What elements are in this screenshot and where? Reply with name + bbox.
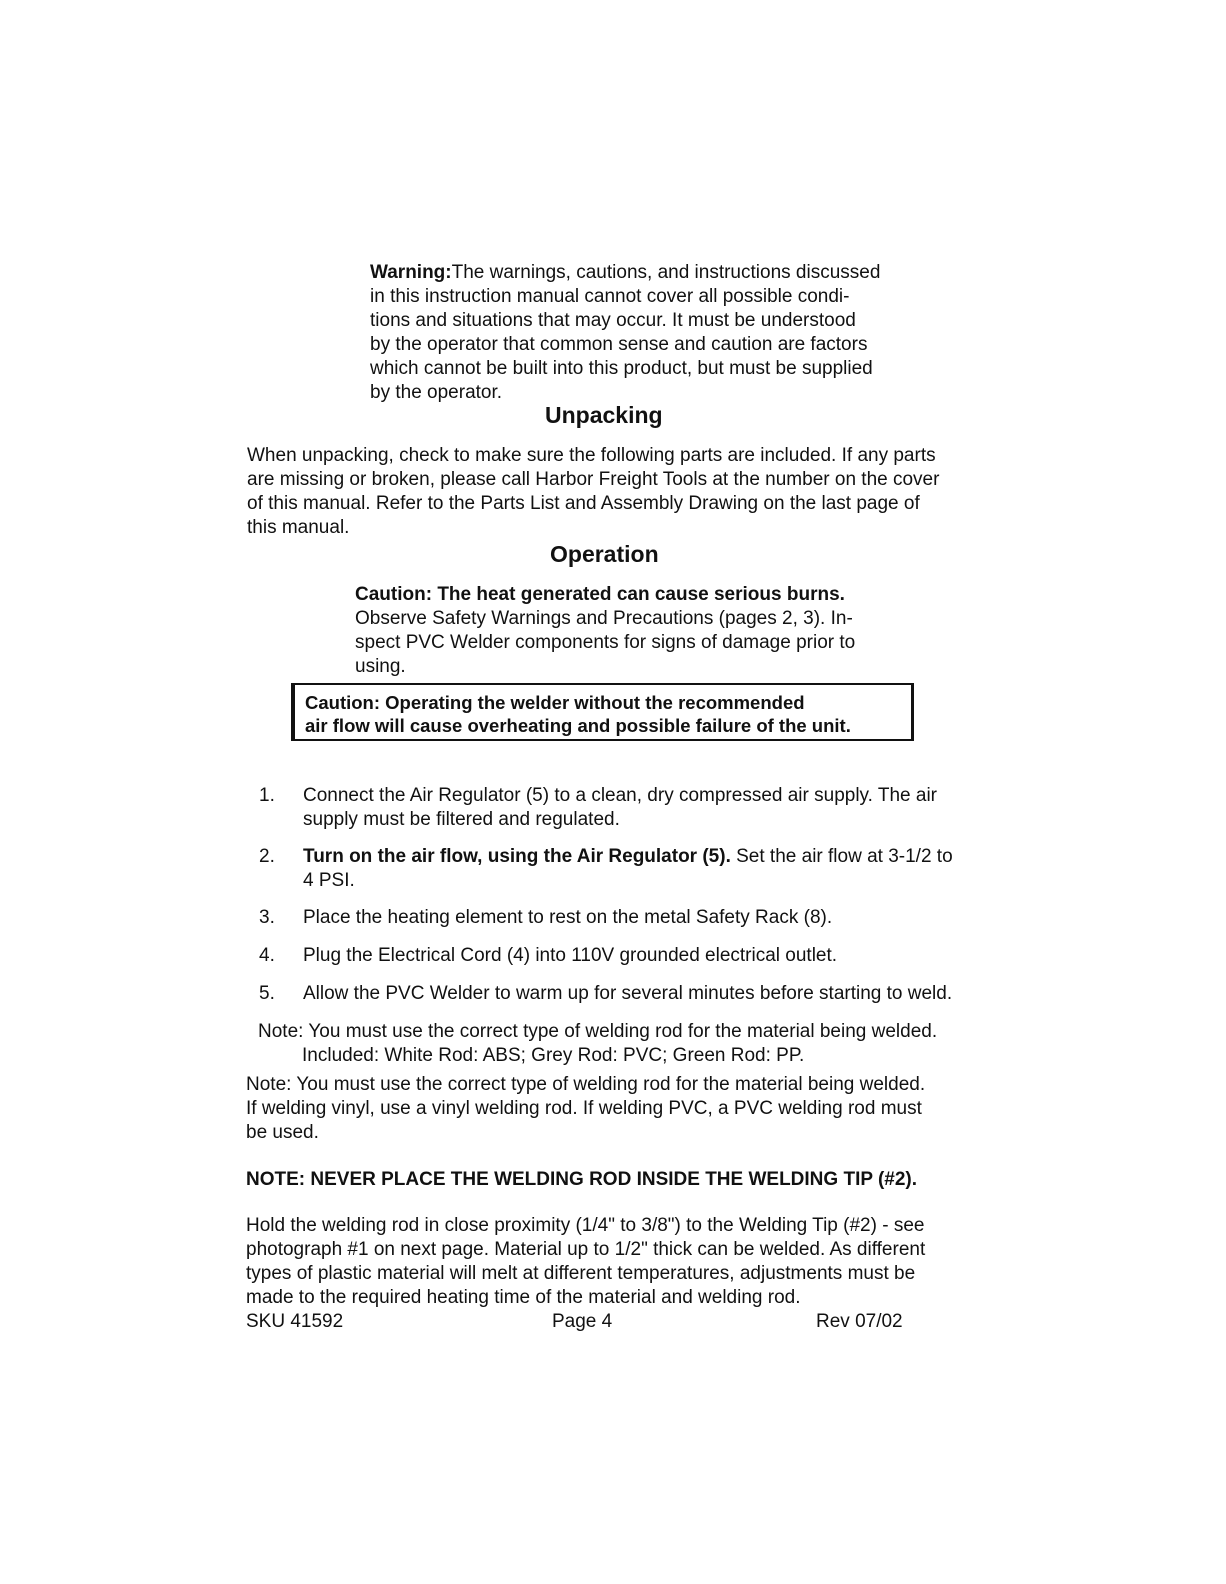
caution-box-line: Caution: Operating the welder without the recommended bbox=[305, 692, 805, 713]
unpacking-paragraph bbox=[247, 444, 977, 540]
step-text: Place the heating element to rest on the metal Safety Rack (8). bbox=[303, 907, 833, 928]
caution-paragraph bbox=[355, 583, 895, 679]
warning-label: Warning: bbox=[370, 262, 452, 283]
footer-rev: Rev 07/02 bbox=[816, 1311, 903, 1332]
footer-sku: SKU 41592 bbox=[246, 1311, 344, 1332]
step-number: 3. bbox=[259, 907, 275, 928]
note-included-rods: Note: You must use the correct type of welding rod for the material being welded. Included: White Rod: ABS; Grey Rod: PVC; Green Rod: PP. bbox=[258, 1021, 938, 1066]
note-never-place: NOTE: NEVER PLACE THE WELDING ROD INSIDE THE WELDING TIP (#2). bbox=[246, 1169, 918, 1190]
unpacking-line: this manual. bbox=[247, 517, 350, 538]
note-welding-rod: Note: You must use the correct type of welding rod for the material being welded. If welding vinyl, use a vinyl welding rod. If welding PVC, a PVC welding rod must be used. bbox=[246, 1074, 926, 1143]
warning-paragraph bbox=[370, 261, 890, 405]
footer-page: Page 4 bbox=[552, 1311, 613, 1332]
step-text: Plug the Electrical Cord (4) into 110V grounded electrical outlet. bbox=[303, 945, 838, 966]
warning-line: by the operator. bbox=[370, 382, 503, 403]
warning-line: The warnings, cautions, and instructions discussed bbox=[451, 262, 881, 283]
step-number: 4. bbox=[259, 945, 275, 966]
step-number: 5. bbox=[259, 983, 275, 1004]
warning-line: in this instruction manual cannot cover all possible condi- bbox=[370, 286, 850, 307]
caution-box bbox=[291, 683, 914, 741]
unpacking-line: are missing or broken, please call Harbor Freight Tools at the number on the cover bbox=[247, 469, 940, 490]
unpacking-heading: Unpacking bbox=[545, 402, 663, 428]
operation-heading: Operation bbox=[550, 541, 659, 567]
caution-line: Observe Safety Warnings and Precautions (pages 2, 3). In- bbox=[355, 608, 853, 629]
caution-bold-text: The heat generated can cause serious burns. bbox=[437, 584, 845, 605]
hold-paragraph: Hold the welding rod in close proximity (1/4" to 3/8") to the Welding Tip (#2) - see photograph #1 on next page. Material up to 1/2" thick can be welded. As different types of plastic material will melt at different temperatures, adjustments must be made to the required heating time of the material and welding rod. bbox=[246, 1215, 926, 1308]
unpacking-line: of this manual. Refer to the Parts List and Assembly Drawing on the last page of bbox=[247, 493, 920, 514]
caution-label: Caution: bbox=[355, 584, 433, 605]
warning-line: which cannot be built into this product, but must be supplied bbox=[370, 358, 873, 379]
step-text: Connect the Air Regulator (5) to a clean, dry compressed air supply. The air supply must be filtered and regulated. bbox=[303, 785, 937, 830]
caution-box-line: air flow will cause overheating and possible failure of the unit. bbox=[305, 715, 851, 736]
warning-line: by the operator that common sense and caution are factors bbox=[370, 334, 868, 355]
step-number: 1. bbox=[259, 785, 275, 806]
unpacking-line: When unpacking, check to make sure the following parts are included. If any parts bbox=[247, 445, 936, 466]
caution-line: spect PVC Welder components for signs of damage prior to bbox=[355, 632, 856, 653]
step-text: Allow the PVC Welder to warm up for several minutes before starting to weld. bbox=[303, 983, 953, 1004]
caution-line: using. bbox=[355, 656, 406, 677]
step-text: Turn on the air flow, using the Air Regulator (5). Set the air flow at 3-1/2 to 4 PSI. bbox=[303, 846, 953, 891]
warning-line: tions and situations that may occur. It must be understood bbox=[370, 310, 856, 331]
step-number: 2. bbox=[259, 846, 275, 867]
